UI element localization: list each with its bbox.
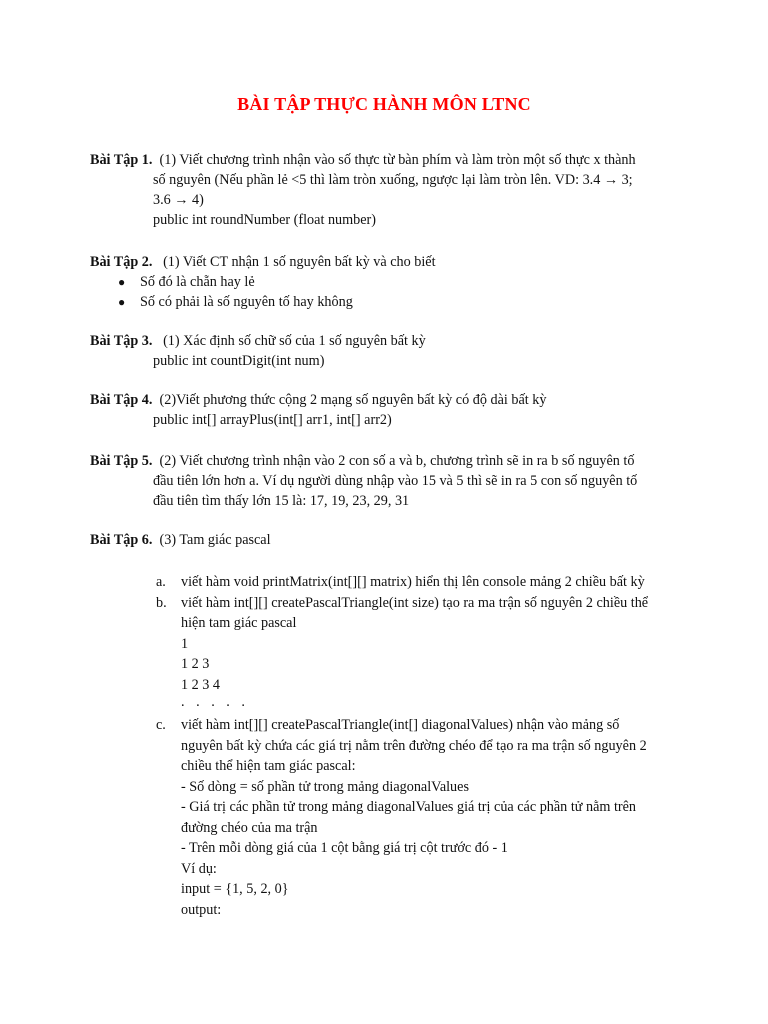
exercise-6 xyxy=(90,530,271,550)
exercise-3-label: Bài Tập 3. xyxy=(90,333,153,349)
document-title: BÀI TẬP THỰC HÀNH MÔN LTNC xyxy=(237,94,531,114)
exercise-3-signature: public int countDigit(int num) xyxy=(153,353,325,369)
item-c-line: Ví dụ: xyxy=(181,861,217,877)
item-c-line: - Trên mỗi dòng giá của 1 cột bằng giá trị cột trước đó - 1 xyxy=(181,840,508,856)
exercise-3-text: (1) Xác định số chữ số của 1 số nguyên bất kỳ xyxy=(163,333,426,349)
exercise-4 xyxy=(90,390,546,410)
item-b-text-line1: viết hàm int[][] createPascalTriangle(int size) tạo ra ma trận số nguyên 2 chiều thể xyxy=(181,595,649,611)
bullet-icon: ● xyxy=(118,295,126,309)
exercise-5-text-line2: đầu tiên lớn hơn a. Ví dụ người dùng nhập vào 15 và 5 thì sẽ in ra 5 con số nguyên tố xyxy=(153,473,638,489)
exercise-2 xyxy=(90,252,436,272)
exercise-2-bullet-2: Số có phải là số nguyên tố hay không xyxy=(140,294,353,310)
exercise-4-label: Bài Tập 4. xyxy=(90,392,153,408)
item-c-line: input = {1, 5, 2, 0} xyxy=(181,881,289,897)
item-c-line: - Giá trị các phần tử trong mảng diagonalValues giá trị của các phần tử nằm trên xyxy=(181,799,637,815)
item-a-marker: a. xyxy=(156,574,166,590)
exercise-6-text: (3) Tam giác pascal xyxy=(159,532,271,548)
item-c-line: viết hàm int[][] createPascalTriangle(int[] diagonalValues) nhận vào mảng số xyxy=(181,717,620,733)
exercise-5 xyxy=(90,451,634,471)
pascal-row: 1 2 3 xyxy=(181,656,210,672)
item-c-line: - Số dòng = số phần tử trong mảng diagonalValues xyxy=(181,779,469,795)
item-b-marker: b. xyxy=(156,595,167,611)
exercise-6-label: Bài Tập 6. xyxy=(90,532,153,548)
pascal-row: 1 xyxy=(181,636,189,652)
item-c-marker: c. xyxy=(156,717,166,733)
exercise-2-bullet-1: Số đó là chẵn hay lẻ xyxy=(140,274,255,290)
item-b-text-line2: hiện tam giác pascal xyxy=(181,615,297,631)
exercise-1-signature: public int roundNumber (float number) xyxy=(153,212,377,228)
item-a-text: viết hàm void printMatrix(int[][] matrix) hiển thị lên console mảng 2 chiều bất kỳ xyxy=(181,574,645,590)
item-c-line: output: xyxy=(181,902,222,918)
item-c-line: đường chéo của ma trận xyxy=(181,820,318,836)
exercise-5-label: Bài Tập 5. xyxy=(90,453,153,469)
exercise-2-text: (1) Viết CT nhận 1 số nguyên bất kỳ và cho biết xyxy=(163,254,436,270)
pascal-ellipsis: . . . . . xyxy=(181,694,249,710)
exercise-4-text: (2)Viết phương thức cộng 2 mạng số nguyên bất kỳ có độ dài bất kỳ xyxy=(159,392,547,408)
exercise-1-text-line3: 3.6 → 4) xyxy=(153,192,204,208)
pascal-row: 1 2 3 4 xyxy=(181,677,221,693)
bullet-icon: ● xyxy=(118,275,126,289)
exercise-5-text-line1: (2) Viết chương trình nhận vào 2 con số a và b, chương trình sẽ in ra b số nguyên tố xyxy=(159,453,635,469)
exercise-3 xyxy=(90,331,426,351)
exercise-1-text-line1: (1) Viết chương trình nhận vào số thực từ bàn phím và làm tròn một số thực x thành xyxy=(159,152,636,168)
exercise-4-signature: public int[] arrayPlus(int[] arr1, int[] arr2) xyxy=(153,412,392,428)
item-c-line: chiều thể hiện tam giác pascal: xyxy=(181,758,356,774)
exercise-1-text-line2: số nguyên (Nếu phần lẻ <5 thì làm tròn xuống, ngược lại làm tròn lên. VD: 3.4 → 3; xyxy=(153,172,633,188)
exercise-1-label: Bài Tập 1. xyxy=(90,152,153,168)
exercise-1 xyxy=(90,150,636,170)
exercise-2-label: Bài Tập 2. xyxy=(90,254,153,270)
item-c-line: nguyên bất kỳ chứa các giá trị nằm trên đường chéo để tạo ra ma trận số nguyên 2 xyxy=(181,738,647,754)
exercise-5-text-line3: đầu tiên tìm thấy lớn 15 là: 17, 19, 23, 29, 31 xyxy=(153,493,410,509)
